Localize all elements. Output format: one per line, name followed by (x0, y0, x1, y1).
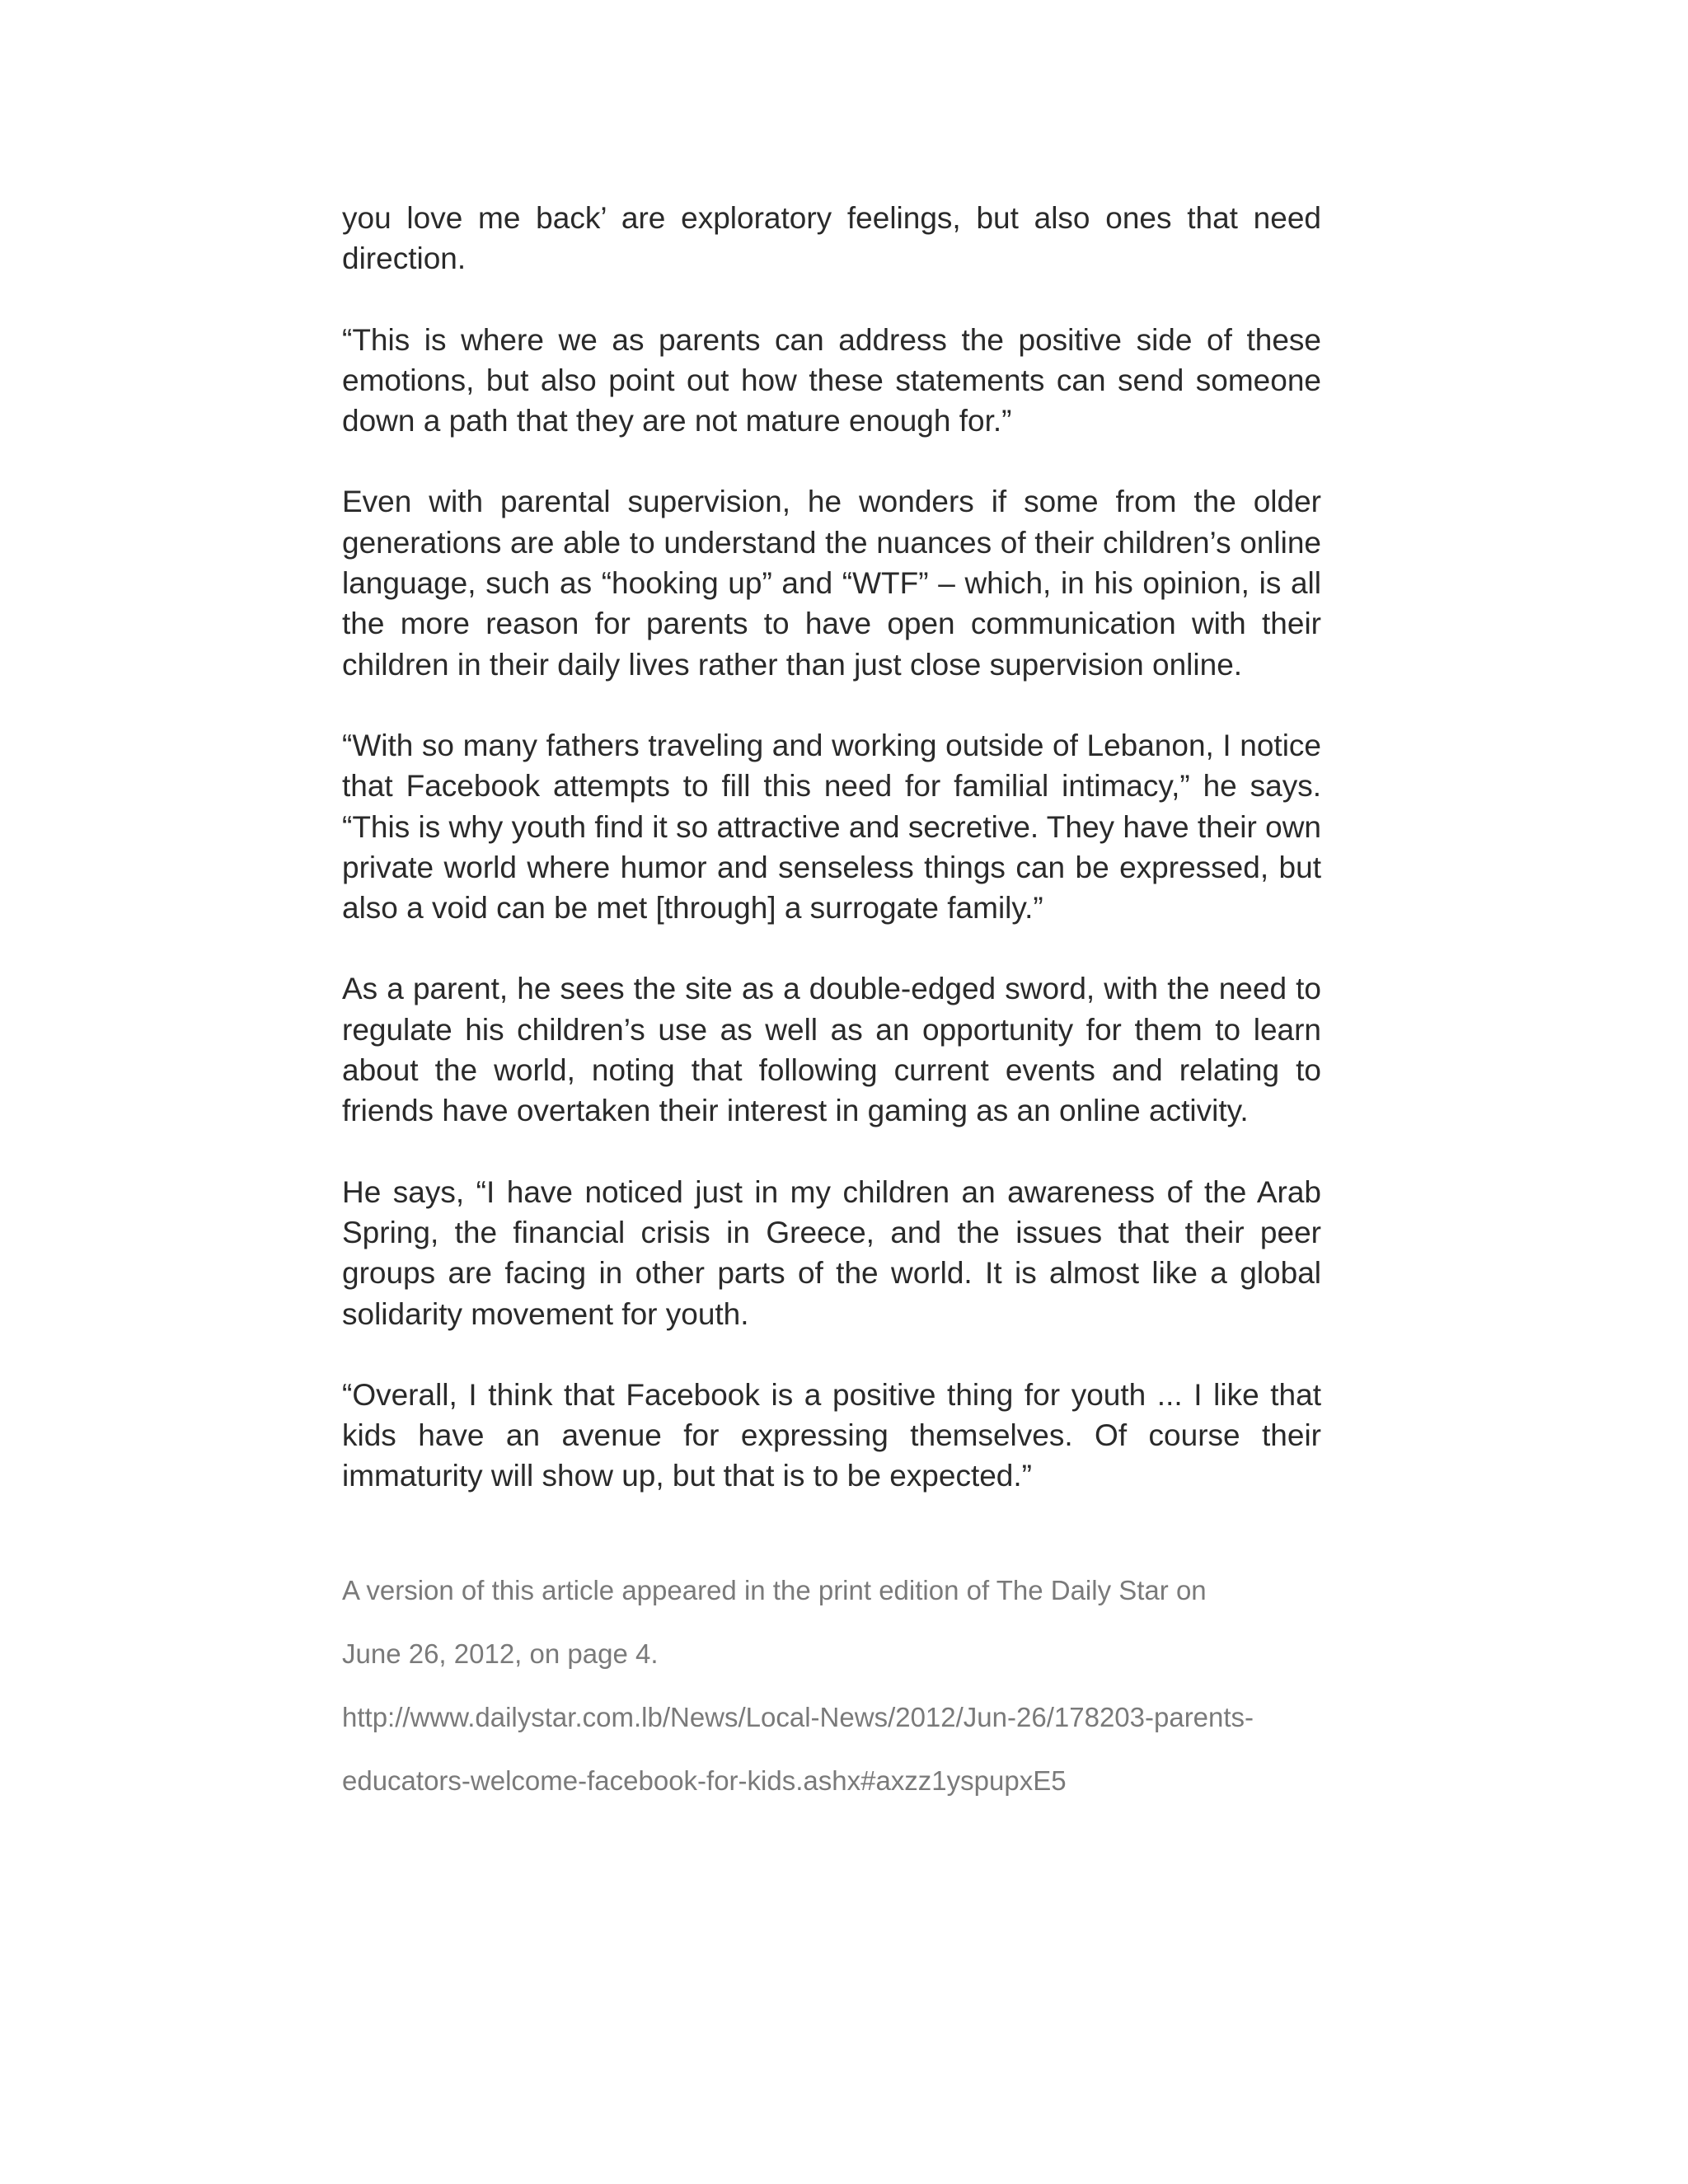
article-body (342, 198, 1321, 1497)
article-paragraph: “With so many fathers traveling and working outside of Lebanon, I notice that Facebook attempts to fill this need for familial intimacy,” he says. “This is why youth find it so attractive and secretive. They have their own private world where humor and senseless things can be expressed, but also a void can be met [through] a surrogate family.” (342, 728, 1321, 926)
source-url-line: educators-welcome-facebook-for-kids.ashx#axzz1yspupxE5 (342, 1765, 1067, 1796)
article-paragraph: “This is where we as parents can address the positive side of these emotions, but also point out how these statements can send someone down a path that they are not mature enough for.” (342, 322, 1321, 438)
print-edition-date: June 26, 2012, on page 4. (342, 1638, 659, 1669)
article-paragraph: you love me back’ are exploratory feelings, but also ones that need direction. (342, 201, 1321, 276)
source-note (342, 1543, 1331, 1829)
article-paragraph: He says, “I have noticed just in my children an awareness of the Arab Spring, the financial crisis in Greece, and the issues that their peer groups are facing in other parts of the world. It is almost like a global solidarity movement for youth. (342, 1174, 1321, 1331)
article-paragraph: Even with parental supervision, he wonders if some from the older generations are able to understand the nuances of their children’s online language, such as “hooking up” and “WTF” – which, in his opinion, is all the more reason for parents to have open communication with their children in their daily lives rather than just close supervision online. (342, 485, 1321, 682)
article-paragraph: “Overall, I think that Facebook is a positive thing for youth ... I like that kids have an avenue for expressing themselves. Of course their immaturity will show up, but that is to be expected.” (342, 1377, 1321, 1493)
article-paragraph: As a parent, he sees the site as a double-edged sword, with the need to regulate his children’s use as well as an opportunity for them to learn about the world, noting that following current events and relating to friends have overtaken their interest in gaming as an online activity. (342, 972, 1321, 1128)
print-edition-note: A version of this article appeared in the print edition of The Daily Star on (342, 1574, 1207, 1605)
source-url-line: http://www.dailystar.com.lb/News/Local-News/2012/Jun-26/178203-parents- (342, 1701, 1254, 1732)
